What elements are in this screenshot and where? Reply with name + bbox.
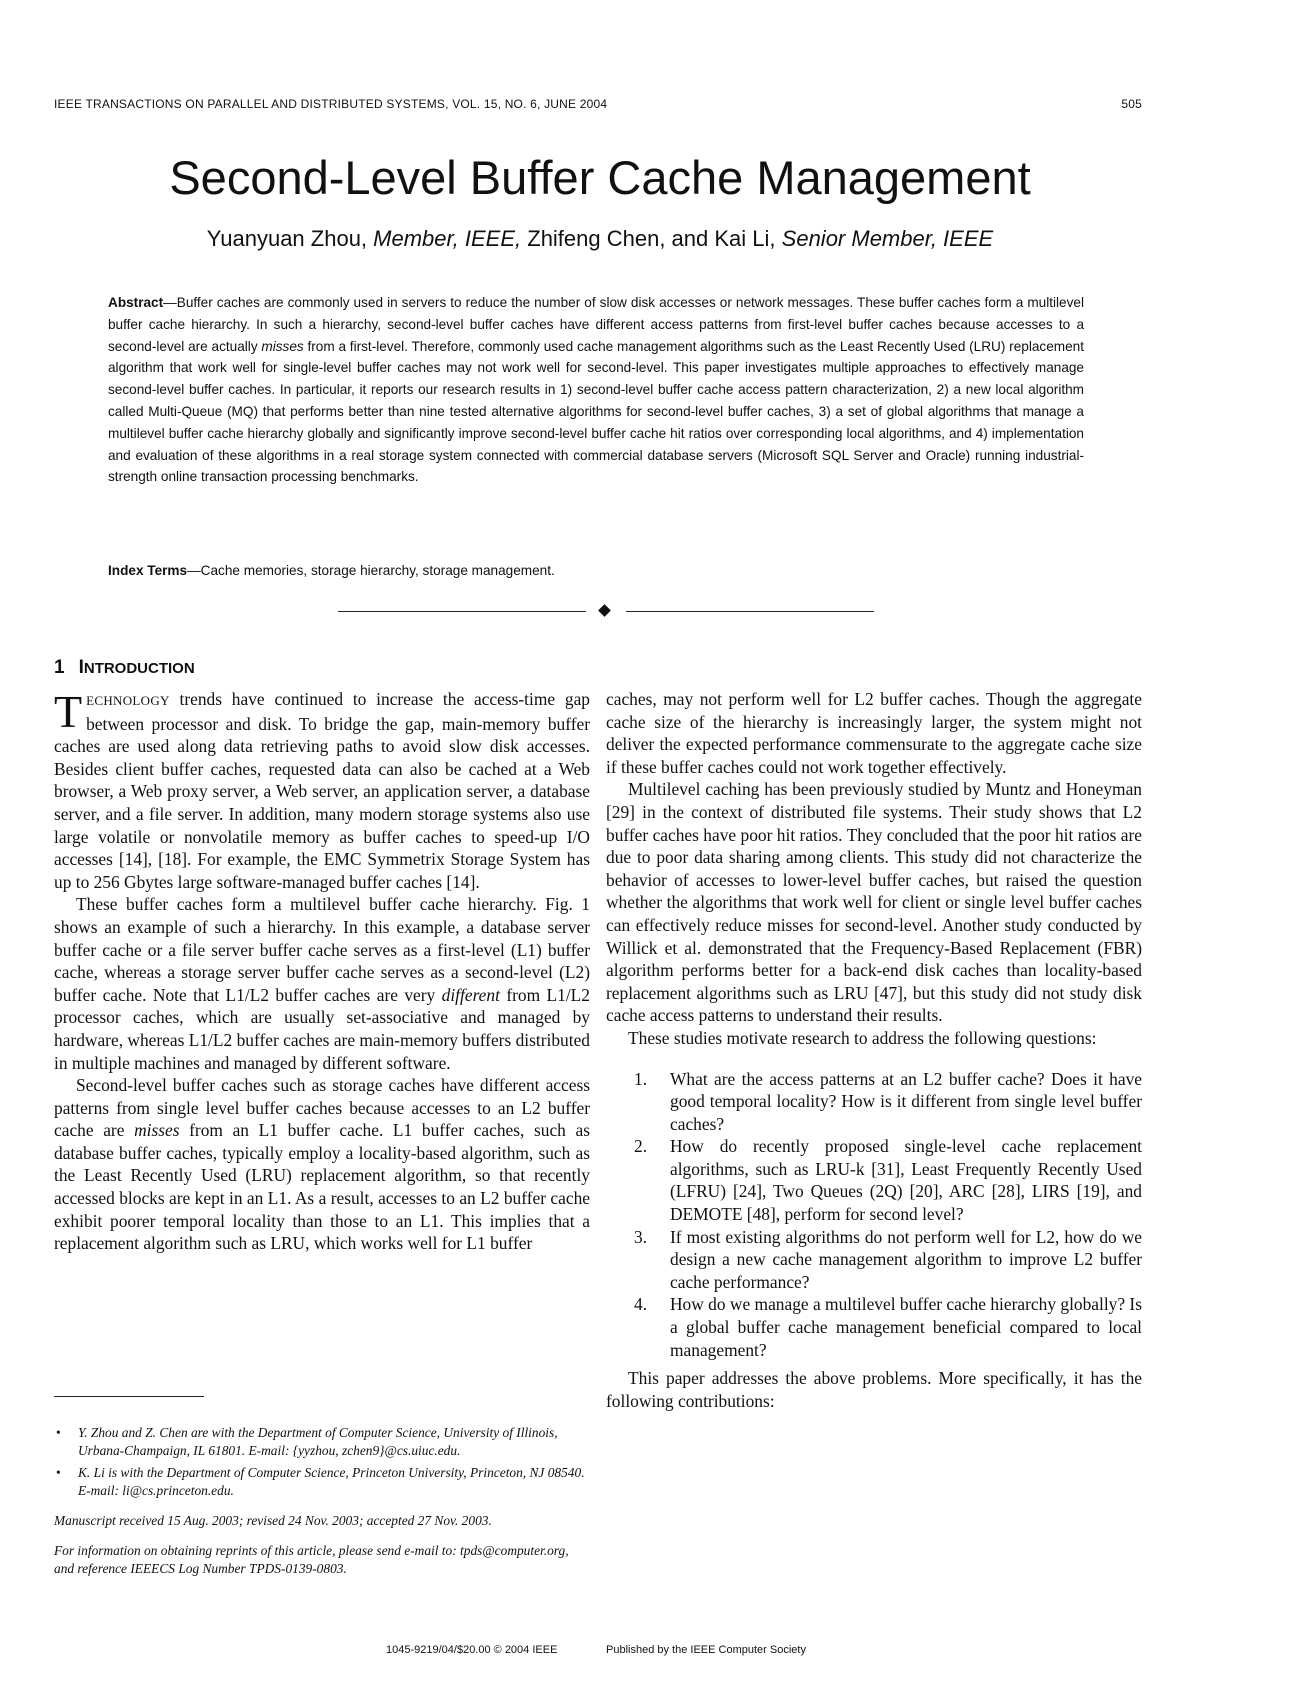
author-1: Yuanyuan Zhou, <box>206 226 368 251</box>
bullet-icon: • <box>56 1465 61 1480</box>
paragraph: Multilevel caching has been previously studied by Muntz and Honeyman [29] in the context of distributed file systems. Their study shows that L2 buffer caches have poor hit ratios. They concluded that the poor hit ratios are due to poor data sharing among clients. This study did not characterize the behavior of accesses to lower-level buffer caches, but raised the question whether the algorithms that work well for client or single level buffer caches can effectively reduce misses for second-level. Another study conducted by Willick et al. demonstrated that the Frequency-Based Replacement (FBR) algorithm performs better for a back-end disk caches than locality-based replacement algorithms such as LRU [47], but this study did not study disk cache access patterns to understand their results. <box>606 779 1142 1026</box>
section-title-initial: I <box>78 657 84 678</box>
copyright-line: 1045-9219/04/$20.00 © 2004 IEEE <box>386 1644 558 1656</box>
section-title-rest: NTRODUCTION <box>83 660 195 677</box>
list-item-text: How do recently proposed single-level cache replacement algorithms, such as LRU-k [31], Least Frequently Recently Used (LFRU) [24], Two Queues (2Q) [20], ARC [28], LIRS [19], and DEMOTE [48], perform for second level? <box>670 1136 1142 1225</box>
list-item <box>606 1293 1142 1361</box>
list-number: 3. <box>634 1226 648 1247</box>
paper-title: Second-Level Buffer Cache Management <box>169 151 1031 204</box>
divider-line-right <box>626 611 874 612</box>
footnote-affiliation <box>54 1464 590 1500</box>
section-number: 1 <box>54 657 65 678</box>
paragraph <box>54 1074 590 1255</box>
footnote-text: Y. Zhou and Z. Chen are with the Department of Computer Science, University of Illinois, Urbana-Champaign, IL 61801. E-mail: {yyzhou, zchen9}@cs.uiuc.edu. <box>78 1425 558 1458</box>
section-divider <box>338 604 874 618</box>
manuscript-dates: Manuscript received 15 Aug. 2003; revised 24 Nov. 2003; accepted 27 Nov. 2003. <box>54 1513 492 1528</box>
list-item-text: If most existing algorithms do not perform well for L2, how do we design a new cache management algorithm to improve L2 buffer cache performance? <box>670 1226 1142 1292</box>
paragraph: These studies motivate research to address the following questions: <box>628 1027 1097 1048</box>
small-caps-word: ECHNOLOGY <box>86 693 170 708</box>
paragraph <box>54 893 590 1074</box>
footnote-text: K. Li is with the Department of Computer Science, Princeton University, Princeton, NJ 08540. E-mail: li@cs.princeton.edu. <box>78 1465 585 1498</box>
index-terms-label: Index Terms <box>108 563 188 578</box>
paragraph-text: from L1/L2 processor caches, which are usually set-associative and managed by hardware, whereas L1/L2 buffer caches are main-memory buffers distributed in multiple machines and managed by different software. <box>54 984 591 1073</box>
footnote-rule <box>54 1396 204 1397</box>
abstract-emphasis: misses <box>261 338 304 354</box>
journal-name: IEEE TRANSACTIONS ON PARALLEL AND DISTRIBUTED SYSTEMS, VOL. 15, NO. 6, JUNE 2004 <box>54 97 608 111</box>
list-number: 4. <box>634 1294 648 1315</box>
index-terms-text: —Cache memories, storage hierarchy, storage management. <box>187 563 555 578</box>
list-item <box>606 1226 1142 1294</box>
abstract-text-2: from a first-level. Therefore, commonly used cache management algorithms such as the Least Recently Used (LRU) replacement algorithm that work well for single-level buffer caches may not work well for second-level. This paper investigates multiple approaches to effectively manage second-level buffer caches. In particular, it reports our research results in 1) second-level buffer cache access pattern characterization, 2) a new local algorithm called Multi-Queue (MQ) that performs better than nine tested alternative algorithms for second-level buffer caches, 3) a set of global algorithms that manage a multilevel buffer cache hierarchy globally and significantly improve second-level buffer cache hit ratios over corresponding local algorithms, and 4) implementation and evaluation of these algorithms in a real storage system connected with commercial database servers (Microsoft SQL Server and Oracle) running industrial-strength online transaction processing benchmarks. <box>108 338 1084 485</box>
paragraph-text: Second-level buffer caches such as storage caches have different access patterns from single level buffer caches because accesses to an L2 buffer cache are <box>54 1075 590 1141</box>
paragraph: caches, may not perform well for L2 buffer caches. Though the aggregate cache size of the hierarchy is increasingly larger, the system might not deliver the expected performance commensurate to the aggregate cache size if these buffer caches could not work together effectively. <box>606 689 1142 777</box>
paragraph <box>54 688 590 893</box>
page-number: 505 <box>1121 97 1142 111</box>
divider-line-left <box>338 611 586 612</box>
emphasis: misses <box>134 1120 180 1141</box>
paragraph: This paper addresses the above problems. More specifically, it has the following contributions: <box>606 1368 1142 1411</box>
right-column <box>606 688 1142 1412</box>
list-number: 2. <box>634 1136 648 1157</box>
drop-cap: T <box>54 686 83 737</box>
list-item <box>606 1135 1142 1225</box>
paragraph-text: from an L1 buffer cache. L1 buffer caches, such as database buffer caches, typically employ a locality-based algorithm, such as the Least Recently Used (LRU) replacement algorithm, so that recently accessed blocks are kept in an L1. As a result, accesses to an L2 buffer cache exhibit poorer temporal locality than those to an L1. This implies that a replacement algorithm such as LRU, which works well for L1 buffer <box>54 1120 591 1254</box>
paragraph-text: These buffer caches form a multilevel buffer cache hierarchy. Fig. 1 shows an example of such a hierarchy. In this example, a database server buffer cache or a file server buffer cache serves as a first-level (L1) buffer cache, whereas a storage server buffer cache serves as a second-level (L2) buffer cache. Note that L1/L2 buffer caches are very <box>54 894 590 1005</box>
author-1-role: Member, IEEE, <box>373 226 522 251</box>
diamond-icon <box>598 604 611 617</box>
footnotes <box>54 1424 590 1578</box>
abstract-label: Abstract <box>108 295 164 310</box>
author-3-role: Senior Member, IEEE <box>781 226 994 251</box>
publisher-line: Published by the IEEE Computer Society <box>606 1644 806 1656</box>
list-number: 1. <box>634 1068 648 1089</box>
reprint-info: For information on obtaining reprints of this article, please send e-mail to: tpds@computer.org, and reference IEEECS Log Number TPDS-0139-0803. <box>54 1543 569 1576</box>
emphasis: different <box>441 984 500 1005</box>
author-list <box>0 226 1200 252</box>
abstract <box>108 292 1084 488</box>
left-column <box>54 688 590 1255</box>
bullet-icon: • <box>56 1425 61 1440</box>
footnote-affiliation <box>54 1424 590 1460</box>
list-item-text: How do we manage a multilevel buffer cache hierarchy globally? Is a global buffer cache management beneficial compared to local management? <box>670 1294 1142 1360</box>
abstract-text-1: —Buffer caches are commonly used in servers to reduce the number of slow disk accesses or network messages. These buffer caches form a multilevel buffer cache hierarchy. In such a hierarchy, second-level buffer caches have different access patterns from first-level buffer caches because accesses to a second-level are actually <box>108 295 1084 354</box>
index-terms <box>108 563 1084 578</box>
section-heading <box>54 657 195 679</box>
author-2-3: Zhifeng Chen, and Kai Li, <box>527 226 776 251</box>
list-item-text: What are the access patterns at an L2 buffer cache? Does it have good temporal locality? How is it different from single level buffer caches? <box>670 1068 1142 1134</box>
list-item <box>606 1068 1142 1136</box>
paragraph-text: trends have continued to increase the access-time gap between processor and disk. To bridge the gap, main-memory buffer caches are used along data retrieving paths to avoid slow disk accesses. Besides client buffer caches, requested data can also be cached at a Web browser, a Web proxy server, a Web server, an application server, a database server, and a file server. In addition, many modern storage systems also use large volatile or nonvolatile memory as buffer caches to speed-up I/O accesses [14], [18]. For example, the EMC Symmetrix Storage System has up to 256 Gbytes large software-managed buffer caches [14]. <box>54 689 590 892</box>
question-list <box>606 1068 1142 1362</box>
